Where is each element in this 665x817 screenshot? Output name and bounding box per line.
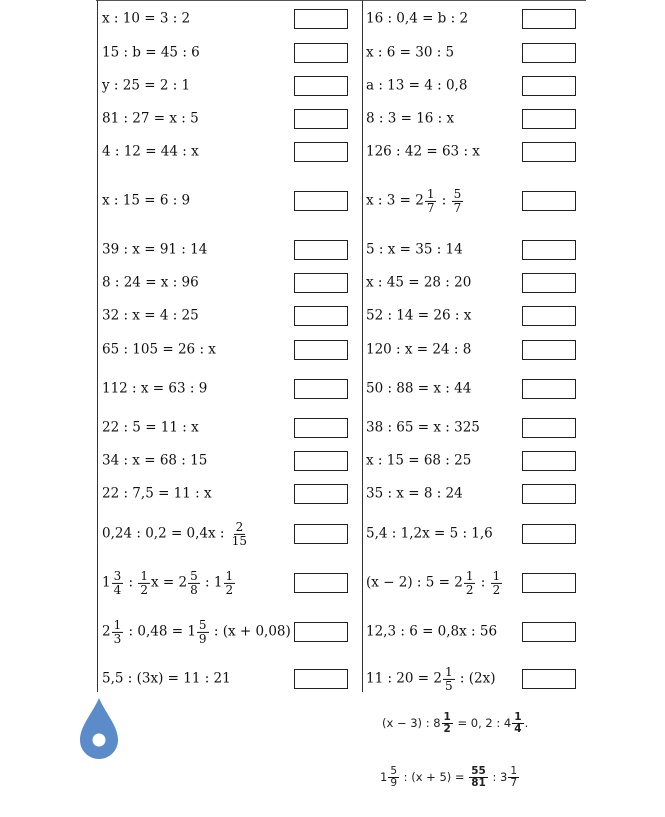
fraction-denominator: 81 bbox=[471, 777, 486, 790]
table-row bbox=[98, 367, 588, 411]
left-cell bbox=[98, 411, 362, 444]
left-cell bbox=[98, 266, 362, 299]
right-cell bbox=[364, 510, 588, 558]
fraction bbox=[425, 188, 437, 214]
fraction-numerator: 5 bbox=[453, 186, 462, 201]
left-cell bbox=[98, 558, 362, 608]
fraction-numerator: 1 bbox=[113, 617, 122, 632]
right-cell bbox=[364, 233, 588, 266]
equation bbox=[366, 43, 455, 60]
fraction-numerator: 5 bbox=[390, 765, 398, 777]
answer-box[interactable] bbox=[294, 240, 348, 260]
equation-text: 8 : 24 = x : 96 bbox=[102, 273, 199, 290]
equation-text: 32 : x = 4 : 25 bbox=[102, 306, 199, 323]
right-cell bbox=[364, 444, 588, 477]
equation-text: 11 : 20 = 2 bbox=[366, 670, 442, 687]
table-row bbox=[98, 477, 588, 510]
right-cell bbox=[364, 332, 588, 367]
fraction-numerator: 5 bbox=[198, 617, 207, 632]
answer-box[interactable] bbox=[294, 109, 348, 129]
right-cell bbox=[364, 169, 588, 233]
equation-text: 5,5 : (3x) = 11 : 21 bbox=[102, 670, 231, 687]
fraction bbox=[112, 619, 124, 645]
equation-text: : (2x) bbox=[455, 670, 496, 687]
left-cell bbox=[98, 169, 362, 233]
right-cell bbox=[364, 135, 588, 169]
table-row bbox=[98, 266, 588, 299]
left-cell bbox=[98, 102, 362, 135]
left-cell bbox=[98, 299, 362, 332]
equation-text: 2 bbox=[102, 623, 111, 640]
equation-text: x : 10 = 3 : 2 bbox=[102, 10, 191, 27]
table-row bbox=[98, 299, 588, 332]
fraction-denominator: 8 bbox=[190, 582, 198, 597]
equation-text: : (x + 5) = bbox=[400, 770, 469, 785]
equation-text: 50 : 88 = x : 44 bbox=[366, 380, 472, 397]
fraction-numerator: 3 bbox=[113, 568, 122, 583]
equation-text: x : 45 = 28 : 20 bbox=[366, 273, 472, 290]
equation bbox=[102, 570, 236, 596]
answer-box[interactable] bbox=[522, 191, 576, 211]
equation-text: (x − 3) : 8 bbox=[382, 716, 441, 731]
fraction-numerator: 1 bbox=[492, 568, 501, 583]
equation bbox=[102, 340, 216, 357]
table-row bbox=[98, 608, 588, 656]
left-cell bbox=[98, 367, 362, 411]
fraction-denominator: 5 bbox=[444, 678, 453, 693]
equation-text: 81 : 27 = x : 5 bbox=[102, 109, 199, 126]
equation bbox=[102, 273, 199, 290]
equation bbox=[102, 451, 208, 468]
table-row bbox=[98, 656, 588, 702]
fraction-denominator: 9 bbox=[390, 777, 398, 790]
answer-box[interactable] bbox=[522, 240, 576, 260]
fraction-numerator: 1 bbox=[426, 186, 435, 201]
fraction-numerator: 2 bbox=[235, 519, 244, 534]
fraction bbox=[452, 188, 464, 214]
fraction-denominator: 2 bbox=[465, 582, 474, 597]
equation bbox=[366, 12, 468, 26]
answer-box[interactable] bbox=[294, 9, 348, 29]
right-cell bbox=[364, 266, 588, 299]
answer-box[interactable] bbox=[522, 142, 576, 162]
equation bbox=[366, 484, 463, 501]
answer-box[interactable] bbox=[522, 273, 576, 293]
fraction-denominator: 4 bbox=[514, 723, 522, 736]
equation-text: : 3 bbox=[488, 770, 508, 785]
answer-box[interactable] bbox=[522, 669, 576, 689]
equation bbox=[102, 619, 291, 645]
table-row bbox=[98, 558, 588, 608]
answer-box[interactable] bbox=[294, 573, 348, 593]
table-row bbox=[98, 233, 588, 266]
table-row bbox=[98, 411, 588, 444]
fraction-denominator: 2 bbox=[140, 582, 149, 597]
answer-box[interactable] bbox=[294, 669, 348, 689]
left-cell bbox=[98, 510, 362, 558]
fraction-denominator: 4 bbox=[113, 582, 122, 597]
equation bbox=[102, 521, 250, 547]
left-cell bbox=[98, 233, 362, 266]
left-cell bbox=[98, 332, 362, 367]
table-row bbox=[98, 135, 588, 169]
fraction bbox=[443, 666, 455, 692]
answer-box[interactable] bbox=[294, 191, 348, 211]
fraction bbox=[388, 766, 399, 789]
equation bbox=[366, 527, 493, 541]
answer-box[interactable] bbox=[294, 451, 348, 471]
equation bbox=[102, 672, 231, 686]
equation-text: x = 2 bbox=[151, 574, 188, 591]
right-cell bbox=[364, 558, 588, 608]
equation-text: : (x + 0,08) bbox=[209, 623, 291, 640]
fraction-numerator: 1 bbox=[514, 711, 522, 723]
fraction-denominator: 2 bbox=[225, 582, 234, 597]
answer-box[interactable] bbox=[294, 142, 348, 162]
left-cell bbox=[98, 69, 362, 102]
equation bbox=[366, 306, 472, 323]
answer-box[interactable] bbox=[522, 9, 576, 29]
equation-text: 120 : x = 24 : 8 bbox=[366, 340, 472, 357]
table-row bbox=[98, 69, 588, 102]
fraction bbox=[508, 766, 519, 789]
fraction bbox=[197, 619, 209, 645]
fraction-denominator: 7 bbox=[510, 777, 518, 790]
fraction bbox=[512, 712, 523, 735]
answer-box[interactable] bbox=[522, 451, 576, 471]
equation bbox=[366, 382, 471, 396]
right-cell bbox=[364, 36, 588, 69]
answer-box[interactable] bbox=[522, 484, 576, 504]
answer-box[interactable] bbox=[294, 76, 348, 96]
answer-box[interactable] bbox=[522, 418, 576, 438]
answer-box[interactable] bbox=[522, 43, 576, 63]
equation-text: 38 : 65 = x : 325 bbox=[366, 418, 480, 435]
equation bbox=[102, 12, 190, 26]
equation-text: : bbox=[476, 574, 490, 591]
right-cell bbox=[364, 411, 588, 444]
answer-box[interactable] bbox=[294, 306, 348, 326]
equation-text: (x − 2) : 5 = 2 bbox=[366, 574, 463, 591]
answer-box[interactable] bbox=[294, 340, 348, 360]
equation-text: x : 3 = 2 bbox=[366, 192, 424, 209]
fraction-numerator: 1 bbox=[443, 711, 451, 723]
fraction-numerator: 55 bbox=[471, 765, 486, 777]
table-row bbox=[98, 169, 588, 233]
right-cell bbox=[364, 656, 588, 702]
equation-text: 112 : x = 63 : 9 bbox=[102, 380, 208, 397]
answer-box[interactable] bbox=[294, 418, 348, 438]
fraction-denominator: 7 bbox=[453, 200, 462, 215]
equation bbox=[102, 194, 190, 208]
fraction-numerator: 1 bbox=[465, 568, 474, 583]
answer-box[interactable] bbox=[522, 573, 576, 593]
equation-text: 12,3 : 6 = 0,8x : 56 bbox=[366, 623, 498, 640]
answer-box[interactable] bbox=[522, 76, 576, 96]
equation bbox=[102, 306, 199, 323]
table-row bbox=[98, 444, 588, 477]
equation-text: 5 : x = 35 : 14 bbox=[366, 240, 463, 257]
equation-text: 52 : 14 = 26 : x bbox=[366, 306, 472, 323]
answer-box[interactable] bbox=[294, 273, 348, 293]
right-cell bbox=[364, 102, 588, 135]
table-row bbox=[98, 102, 588, 135]
answer-box[interactable] bbox=[294, 524, 348, 544]
equation-text: 22 : 5 = 11 : x bbox=[102, 418, 199, 435]
equation bbox=[366, 145, 480, 159]
fraction-denominator: 7 bbox=[426, 200, 435, 215]
equation-text: 35 : x = 8 : 24 bbox=[366, 484, 463, 501]
fraction-denominator: 15 bbox=[231, 533, 248, 548]
right-cell bbox=[364, 367, 588, 411]
fraction-denominator: 9 bbox=[198, 631, 207, 646]
equation-text: 65 : 105 = 26 : x bbox=[102, 340, 216, 357]
fraction bbox=[464, 570, 476, 596]
equation bbox=[102, 76, 191, 93]
fraction-numerator: 5 bbox=[190, 568, 198, 583]
table-row bbox=[98, 36, 588, 69]
equation-text: : bbox=[437, 192, 451, 209]
left-cell bbox=[98, 36, 362, 69]
equation bbox=[102, 109, 199, 126]
left-cell bbox=[98, 2, 362, 36]
equation-text: 1 bbox=[102, 574, 111, 591]
equation-text: 5,4 : 1,2x = 5 : 1,6 bbox=[366, 525, 493, 542]
fraction bbox=[138, 570, 150, 596]
right-cell bbox=[364, 69, 588, 102]
answer-box[interactable] bbox=[522, 524, 576, 544]
equation-text: y : 25 = 2 : 1 bbox=[102, 76, 191, 93]
equation bbox=[366, 570, 503, 596]
fraction bbox=[112, 570, 124, 596]
equation-text: 0,24 : 0,2 = 0,4x : bbox=[102, 525, 229, 542]
answer-box[interactable] bbox=[522, 379, 576, 399]
fraction-denominator: 3 bbox=[113, 631, 122, 646]
left-cell bbox=[98, 135, 362, 169]
equation bbox=[366, 109, 455, 126]
equation-text: x : 15 = 68 : 25 bbox=[366, 451, 472, 468]
equation-text: 15 : b = 45 : 6 bbox=[102, 43, 200, 60]
answer-box[interactable] bbox=[294, 622, 348, 642]
water-drop-icon bbox=[78, 696, 120, 760]
right-cell bbox=[364, 2, 588, 36]
fraction bbox=[230, 521, 249, 547]
table-row bbox=[98, 2, 588, 36]
right-cell bbox=[364, 608, 588, 656]
left-cell bbox=[98, 608, 362, 656]
equation-text: 34 : x = 68 : 15 bbox=[102, 451, 208, 468]
equation-text: 16 : 0,4 = b : 2 bbox=[366, 10, 469, 27]
equation-text: : bbox=[124, 574, 138, 591]
table-row bbox=[98, 510, 588, 558]
fraction bbox=[442, 712, 453, 735]
equation bbox=[102, 382, 207, 396]
answer-box[interactable] bbox=[294, 379, 348, 399]
extra-equation-2 bbox=[380, 766, 520, 789]
equation-text: 4 : 12 = 44 : x bbox=[102, 143, 199, 160]
equation bbox=[102, 43, 200, 60]
left-cell bbox=[98, 477, 362, 510]
equation-text: 39 : x = 91 : 14 bbox=[102, 240, 208, 257]
equation-text: = 0, 2 : 4 bbox=[453, 716, 512, 731]
equation bbox=[102, 240, 208, 257]
answer-box[interactable] bbox=[522, 306, 576, 326]
table-row bbox=[98, 332, 588, 367]
equation-text: 8 : 3 = 16 : x bbox=[366, 109, 455, 126]
equation bbox=[366, 625, 497, 639]
right-cell bbox=[364, 477, 588, 510]
fraction-denominator: 2 bbox=[443, 723, 451, 736]
answer-box[interactable] bbox=[522, 109, 576, 129]
equation bbox=[366, 340, 472, 357]
equation-text: x : 6 = 30 : 5 bbox=[366, 43, 455, 60]
fraction bbox=[188, 570, 200, 596]
proportion-table bbox=[98, 2, 588, 702]
top-border bbox=[96, 0, 586, 1]
equation bbox=[366, 76, 468, 93]
extra-equation-1 bbox=[382, 712, 528, 735]
equation bbox=[102, 145, 199, 159]
equation bbox=[366, 240, 463, 257]
equation bbox=[102, 418, 199, 435]
right-cell bbox=[364, 299, 588, 332]
equation-text: x : 15 = 6 : 9 bbox=[102, 192, 191, 209]
answer-box[interactable] bbox=[522, 340, 576, 360]
equation-text: : 0,48 = 1 bbox=[124, 623, 196, 640]
fraction bbox=[224, 570, 236, 596]
equation-text: : 1 bbox=[200, 574, 223, 591]
fraction bbox=[469, 766, 488, 789]
answer-box[interactable] bbox=[294, 43, 348, 63]
equation bbox=[366, 188, 464, 214]
equation-text: 22 : 7,5 = 11 : x bbox=[102, 484, 212, 501]
equation-text: 126 : 42 = 63 : x bbox=[366, 143, 480, 160]
fraction-numerator: 1 bbox=[225, 568, 234, 583]
fraction-numerator: 1 bbox=[140, 568, 149, 583]
equation-text: . bbox=[524, 716, 529, 731]
fraction bbox=[491, 570, 503, 596]
equation bbox=[366, 451, 472, 468]
fraction-numerator: 1 bbox=[444, 664, 453, 679]
answer-box[interactable] bbox=[522, 622, 576, 642]
fraction-denominator: 2 bbox=[492, 582, 501, 597]
fraction-numerator: 1 bbox=[510, 765, 518, 777]
answer-box[interactable] bbox=[294, 484, 348, 504]
equation bbox=[366, 273, 472, 290]
equation bbox=[102, 484, 212, 501]
equation bbox=[366, 418, 480, 435]
equation-text: a : 13 = 4 : 0,8 bbox=[366, 76, 468, 93]
equation bbox=[366, 666, 496, 692]
equation-text: 1 bbox=[380, 770, 388, 785]
left-cell bbox=[98, 656, 362, 702]
left-cell bbox=[98, 444, 362, 477]
